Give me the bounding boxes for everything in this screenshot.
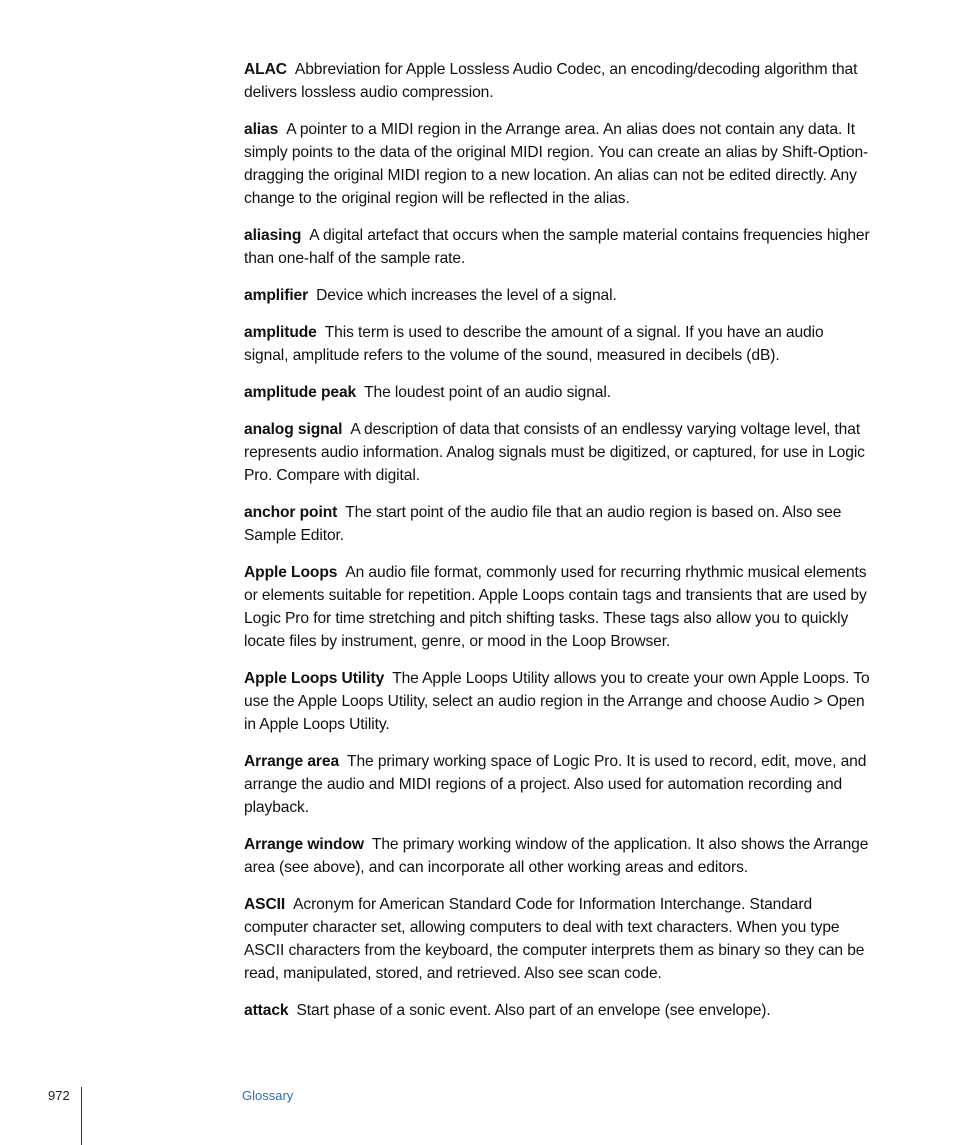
glossary-definition: Device which increases the level of a signal. [316,287,617,304]
glossary-entry-attack [244,999,872,1022]
glossary-definition: Abbreviation for Apple Lossless Audio Codec, an encoding/decoding algorithm that delivers lossless audio compression. [244,61,858,101]
glossary-list [244,58,872,1036]
glossary-term: Apple Loops [244,564,338,581]
glossary-definition: The primary working space of Logic Pro. It is used to record, edit, move, and arrange the audio and MIDI regions of a project. Also used for automation recording and playback. [244,753,867,816]
glossary-definition: The start point of the audio file that an audio region is based on. Also see Sample Editor. [244,504,842,544]
glossary-entry-alias [244,118,872,210]
glossary-term: Arrange window [244,836,364,853]
glossary-entry-arrange-window [244,833,872,879]
glossary-term: amplitude [244,324,317,341]
glossary-term: aliasing [244,227,302,244]
glossary-term: ASCII [244,896,286,913]
glossary-term: attack [244,1002,289,1019]
glossary-term: analog signal [244,421,343,438]
glossary-term: anchor point [244,504,338,521]
glossary-entry-amplifier [244,284,872,307]
glossary-term: ALAC [244,61,287,78]
glossary-definition: A digital artefact that occurs when the sample material contains frequencies higher than one-half of the sample rate. [244,227,870,267]
glossary-entry-apple-loops-utility [244,667,872,736]
glossary-entry-ascii [244,893,872,985]
glossary-definition: A pointer to a MIDI region in the Arrange area. An alias does not contain any data. It simply points to the data of the original MIDI region. You can create an alias by Shift-Option-dragging the original MIDI region to a new location. An alias can not be edited directly. Any change to the original region will be reflected in the alias. [244,121,869,207]
glossary-term: Apple Loops Utility [244,670,385,687]
glossary-term: alias [244,121,279,138]
glossary-term: amplifier [244,287,309,304]
glossary-definition: Start phase of a sonic event. Also part of an envelope (see envelope). [296,1002,771,1019]
glossary-entry-analog-signal [244,418,872,487]
glossary-entry-anchor-point [244,501,872,547]
glossary-definition: Acronym for American Standard Code for Information Interchange. Standard computer character set, allowing computers to deal with text characters. When you type ASCII characters from the keyboard, the computer interprets them as binary so they can be read, manipulated, stored, and retrieved. Also see scan code. [244,896,865,982]
glossary-entry-alac [244,58,872,104]
glossary-definition: A description of data that consists of an endlessy varying voltage level, that represents audio information. Analog signals must be digitized, or captured, for use in Logic Pro. Compare with digital. [244,421,865,484]
footer-divider [81,1087,82,1145]
footer-section-link[interactable]: Glossary [242,1088,294,1103]
glossary-entry-amplitude-peak [244,381,872,404]
glossary-definition: The primary working window of the application. It also shows the Arrange area (see above), and can incorporate all other working areas and editors. [244,836,869,876]
glossary-term: Arrange area [244,753,340,770]
glossary-entry-aliasing [244,224,872,270]
glossary-term: amplitude peak [244,384,357,401]
glossary-definition: This term is used to describe the amount of a signal. If you have an audio signal, amplitude refers to the volume of the sound, measured in decibels (dB). [244,324,824,364]
glossary-entry-amplitude [244,321,872,367]
glossary-entry-arrange-area [244,750,872,819]
glossary-definition: The Apple Loops Utility allows you to create your own Apple Loops. To use the Apple Loops Utility, select an audio region in the Arrange and choose Audio > Open in Apple Loops Utility. [244,670,870,733]
page-number: 972 [48,1088,70,1103]
glossary-entry-apple-loops [244,561,872,653]
glossary-definition: The loudest point of an audio signal. [364,384,611,401]
glossary-definition: An audio file format, commonly used for recurring rhythmic musical elements or elements suitable for repetition. Apple Loops contain tags and transients that are used by Logic Pro for time stretching and pitch shifting tasks. These tags also allow you to quickly locate files by instrument, genre, or mood in the Loop Browser. [244,564,867,650]
